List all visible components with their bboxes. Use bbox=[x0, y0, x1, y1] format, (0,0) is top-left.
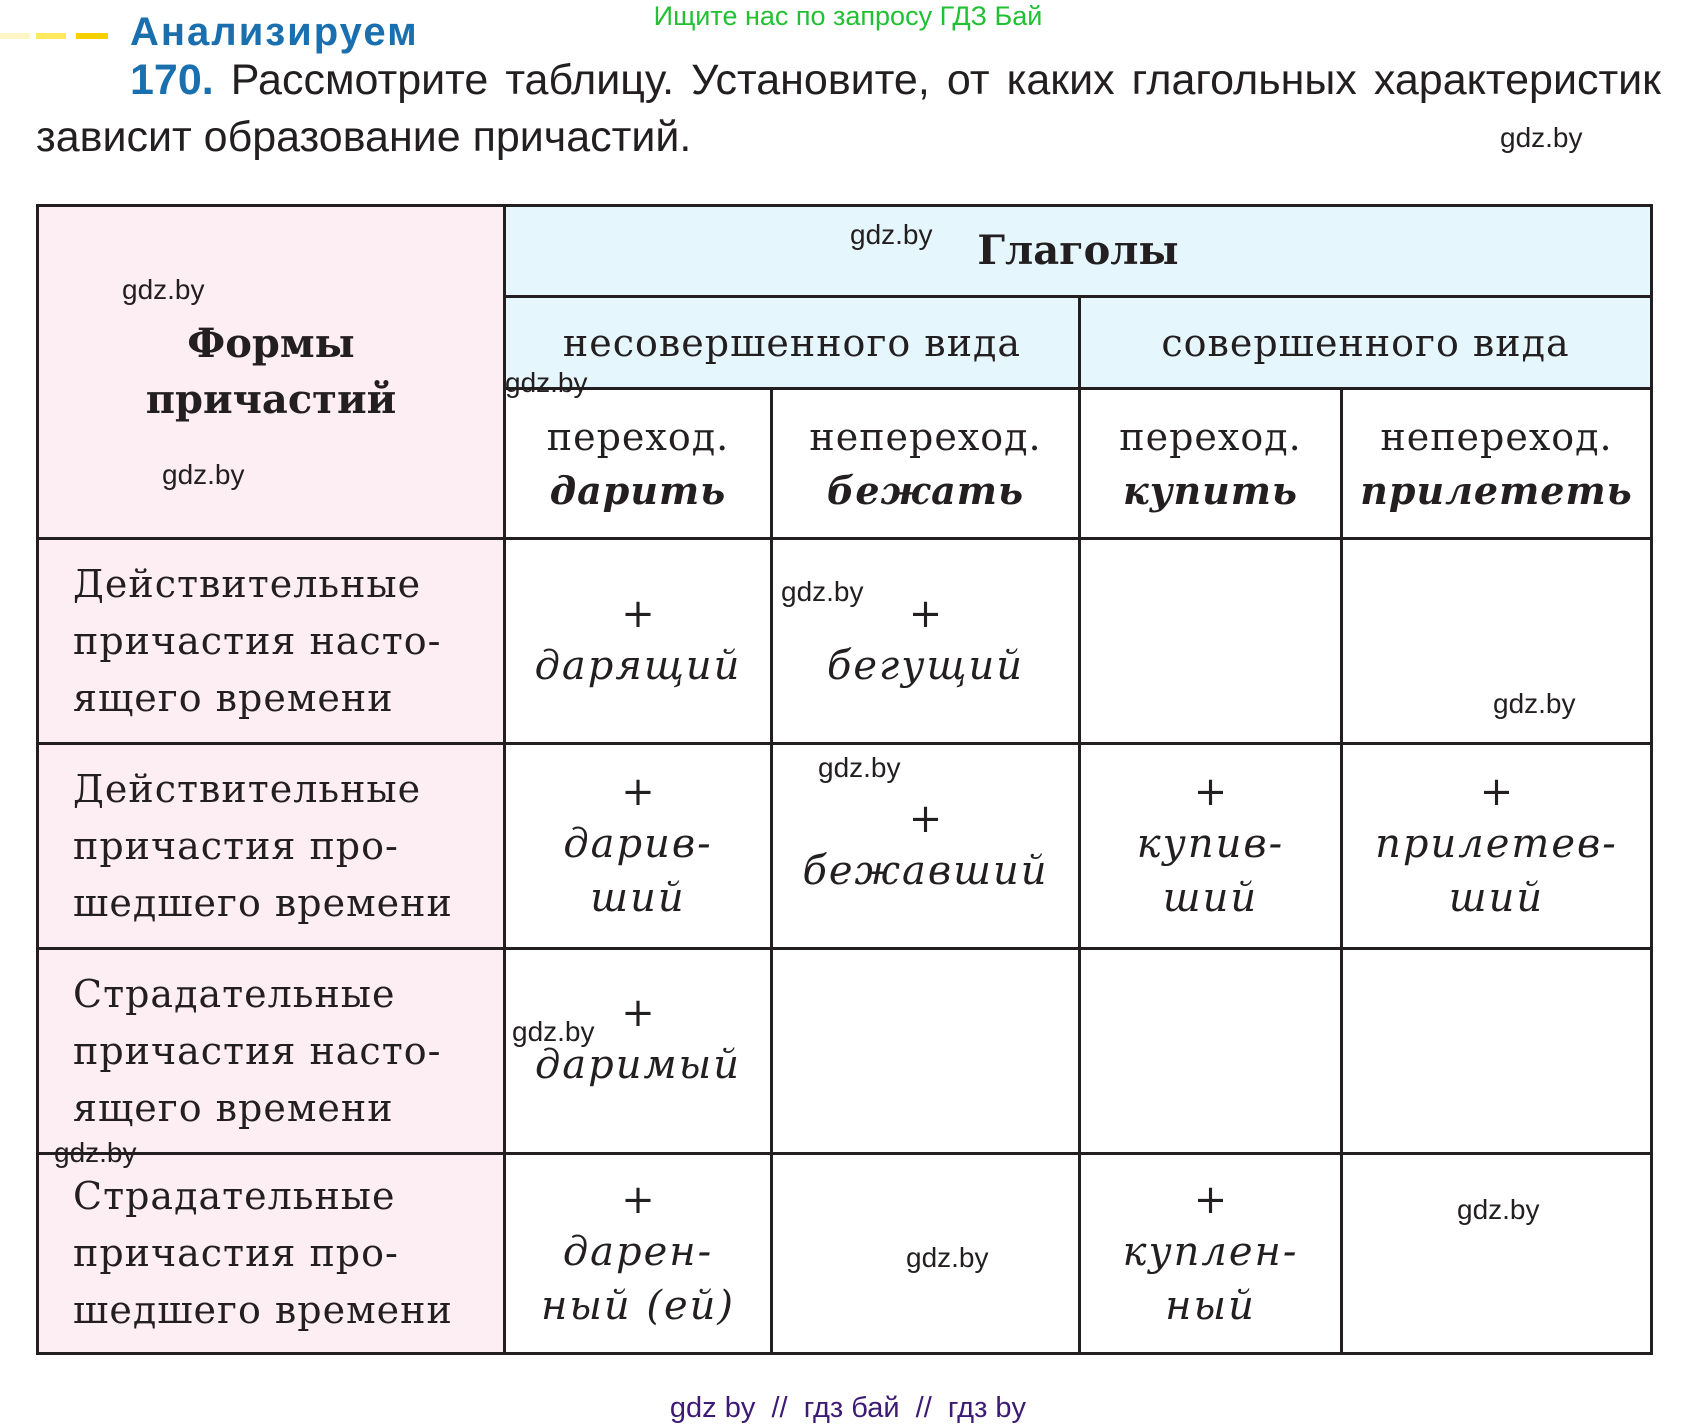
table-cell bbox=[503, 742, 773, 950]
transitivity-label: непереход. bbox=[809, 414, 1042, 459]
row-label-line: Страдательные bbox=[73, 971, 396, 1016]
row-label-line: шедшего времени bbox=[73, 1288, 453, 1332]
transitivity-label: непереход. bbox=[1380, 414, 1613, 459]
watermark: gdz.by bbox=[781, 576, 864, 607]
table-cell bbox=[503, 537, 773, 745]
corner-header-line: Формы bbox=[187, 320, 355, 367]
watermark: gdz.by bbox=[1457, 1194, 1540, 1225]
table-cell-empty bbox=[1340, 1152, 1653, 1355]
subcolumn-header bbox=[1340, 387, 1653, 540]
watermark: gdz.by bbox=[906, 1242, 989, 1273]
table-cell-empty bbox=[1078, 947, 1343, 1155]
watermark: gdz.by bbox=[818, 752, 901, 783]
row-label-line: причастия насто- bbox=[73, 618, 442, 663]
participle-form: купив- bbox=[1136, 821, 1285, 867]
participle-form: прилетев- bbox=[1375, 821, 1618, 867]
watermark: gdz.by bbox=[512, 1016, 595, 1047]
table-cell-empty bbox=[770, 947, 1081, 1155]
plus-mark: + bbox=[908, 796, 943, 842]
plus-mark: + bbox=[621, 990, 655, 1036]
table-cell bbox=[1078, 742, 1343, 950]
subcolumn-header bbox=[770, 387, 1081, 540]
search-banner[interactable]: Ищите нас по запросу ГДЗ Бай bbox=[653, 1, 1043, 31]
row-label bbox=[36, 1152, 506, 1355]
task-text: Рассмотрите таблицу. Установите, от каких глагольных характеристик зависит образование причастий. bbox=[36, 56, 1661, 161]
table-cell bbox=[770, 537, 1081, 745]
participle-form: дарив- bbox=[563, 821, 713, 867]
watermark: gdz.by bbox=[1493, 688, 1576, 719]
table-cell bbox=[1340, 742, 1653, 950]
row-label bbox=[36, 742, 506, 950]
plus-mark: + bbox=[908, 591, 943, 637]
participle-form: ный (ей) bbox=[540, 1282, 736, 1329]
table-cell-empty bbox=[1340, 947, 1653, 1155]
subcolumn-header bbox=[1078, 387, 1343, 540]
participle-form: бегущий bbox=[826, 643, 1025, 689]
row-label-line: Действительные bbox=[73, 766, 422, 811]
participle-form: дарящий bbox=[534, 643, 742, 689]
verbs-header: Глаголы bbox=[503, 204, 1653, 298]
task-number: 170. bbox=[130, 56, 214, 104]
plus-mark: + bbox=[1193, 769, 1228, 815]
aspect-perfective: совершенного вида bbox=[1078, 295, 1653, 390]
example-verb: бежать bbox=[826, 467, 1025, 513]
table-cell bbox=[503, 947, 773, 1155]
participle-form: дарен- bbox=[562, 1228, 714, 1275]
plus-mark: + bbox=[621, 1176, 655, 1223]
section-decoration bbox=[0, 33, 110, 41]
participle-form: ный bbox=[1165, 1282, 1256, 1329]
participle-form: ший bbox=[1162, 875, 1259, 921]
plus-mark: + bbox=[621, 591, 655, 637]
row-label-line: Страдательные bbox=[73, 1174, 396, 1218]
plus-mark: + bbox=[1479, 769, 1514, 815]
corner-header-line: причастий bbox=[145, 376, 397, 423]
example-verb: прилететь bbox=[1360, 467, 1633, 513]
row-label-line: шедшего времени bbox=[73, 880, 453, 925]
aspect-imperfective: несовершенного вида bbox=[503, 295, 1081, 390]
row-label bbox=[36, 537, 506, 745]
transitivity-label: переход. bbox=[1119, 414, 1302, 459]
watermark: gdz.by bbox=[122, 274, 205, 305]
row-label-line: причастия про- bbox=[73, 823, 399, 868]
table-cell bbox=[1078, 1152, 1343, 1355]
example-verb: купить bbox=[1123, 467, 1298, 513]
plus-mark: + bbox=[621, 769, 655, 815]
table-cell-empty bbox=[1078, 537, 1343, 745]
table-cell bbox=[770, 742, 1081, 950]
example-verb: дарить bbox=[549, 467, 727, 513]
section-heading: Анализируем bbox=[130, 10, 419, 54]
row-label-line: причастия про- bbox=[73, 1231, 399, 1275]
footer-links[interactable]: gdz by // гдз бай // гдз by bbox=[669, 1392, 1027, 1424]
participle-form: бежавший bbox=[802, 848, 1049, 894]
row-label-line: причастия насто- bbox=[73, 1028, 442, 1073]
participle-form: ший bbox=[590, 875, 686, 921]
watermark: gdz.by bbox=[505, 367, 588, 398]
watermark: gdz.by bbox=[850, 219, 933, 250]
table-cell bbox=[503, 1152, 773, 1355]
watermark: gdz.by bbox=[54, 1137, 137, 1168]
row-label bbox=[36, 947, 506, 1155]
participle-form: куплен- bbox=[1122, 1228, 1299, 1275]
participle-form: даримый bbox=[534, 1042, 742, 1088]
task-statement bbox=[36, 52, 1661, 166]
subcolumn-header bbox=[503, 387, 773, 540]
row-label-line: Действительные bbox=[73, 561, 422, 606]
watermark: gdz.by bbox=[1500, 122, 1583, 153]
row-label-line: ящего времени bbox=[73, 675, 394, 720]
row-label-line: ящего времени bbox=[73, 1085, 394, 1130]
plus-mark: + bbox=[1193, 1176, 1228, 1223]
watermark: gdz.by bbox=[162, 459, 245, 490]
corner-header bbox=[36, 204, 506, 540]
participle-form: ший bbox=[1448, 875, 1545, 921]
transitivity-label: переход. bbox=[546, 414, 730, 459]
